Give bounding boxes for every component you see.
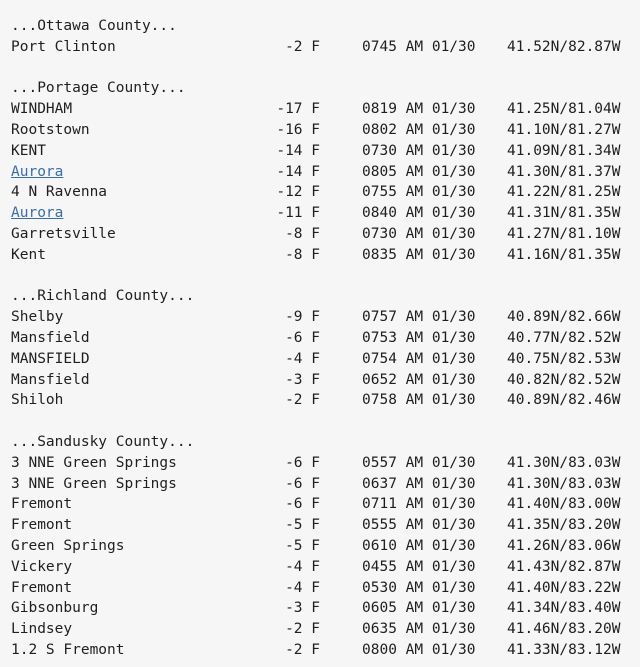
location-name: Lindsey (11, 621, 73, 638)
observation-row (0, 453, 640, 474)
observation-row (0, 120, 640, 141)
observation-time: 0819 AM 01/30 (362, 101, 476, 118)
county-header: ...Portage County... (11, 80, 186, 97)
coordinates: 41.22N/81.25W (507, 184, 621, 201)
temperature-value: -14 F (276, 163, 320, 180)
temperature-value: -5 F (285, 537, 320, 554)
location-name: Fremont (11, 517, 73, 534)
location-name: Rootstown (11, 121, 90, 138)
observation-row (0, 370, 640, 391)
temperature-value: -5 F (285, 517, 320, 534)
coordinates: 41.26N/83.06W (507, 537, 621, 554)
temperature-value: -8 F (285, 246, 320, 263)
temperature-value: -6 F (285, 475, 320, 492)
observation-time: 0610 AM 01/30 (362, 537, 476, 554)
observation-row (0, 557, 640, 578)
coordinates: 40.82N/82.52W (507, 371, 621, 388)
temperature-value: -12 F (276, 184, 320, 201)
observation-time: 0730 AM 01/30 (362, 225, 476, 242)
observation-row (0, 619, 640, 640)
coordinates: 40.89N/82.66W (507, 309, 621, 326)
observation-time: 0557 AM 01/30 (362, 454, 476, 471)
temperature-value: -2 F (285, 621, 320, 638)
blank-line (0, 58, 640, 79)
observation-time: 0753 AM 01/30 (362, 329, 476, 346)
coordinates: 41.46N/83.20W (507, 621, 621, 638)
location-name: Garretsville (11, 225, 116, 242)
observation-time: 0635 AM 01/30 (362, 621, 476, 638)
temperature-value: -9 F (285, 309, 320, 326)
location-name: 3 NNE Green Springs (11, 454, 177, 471)
coordinates: 41.10N/81.27W (507, 121, 621, 138)
temperature-value: -4 F (285, 558, 320, 575)
temperature-value: -14 F (276, 142, 320, 159)
coordinates: 41.35N/83.20W (507, 517, 621, 534)
observation-time: 0754 AM 01/30 (362, 350, 476, 367)
observation-time: 0637 AM 01/30 (362, 475, 476, 492)
temperature-value: -3 F (285, 371, 320, 388)
observation-row (0, 328, 640, 349)
observation-row (0, 474, 640, 495)
observation-time: 0758 AM 01/30 (362, 392, 476, 409)
temperature-value: -11 F (276, 205, 320, 222)
location-name: 4 N Ravenna (11, 184, 108, 201)
location-name: Mansfield (11, 329, 90, 346)
location-name: Shelby (11, 309, 64, 326)
location-name: Green Springs (11, 537, 125, 554)
observation-row (0, 99, 640, 120)
coordinates: 41.34N/83.40W (507, 600, 621, 617)
temperature-value: -2 F (285, 392, 320, 409)
location-name: Vickery (11, 558, 73, 575)
coordinates: 41.33N/83.12W (507, 641, 621, 658)
temperature-value: -3 F (285, 600, 320, 617)
location-link[interactable]: Aurora (11, 163, 64, 180)
temperature-value: -6 F (285, 496, 320, 513)
temperature-value: -6 F (285, 329, 320, 346)
location-link[interactable]: Aurora (11, 205, 64, 222)
blank-line (0, 411, 640, 432)
coordinates: 40.75N/82.53W (507, 350, 621, 367)
coordinates: 41.43N/82.87W (507, 558, 621, 575)
observation-time: 0455 AM 01/30 (362, 558, 476, 575)
location-name: Mansfield (11, 371, 90, 388)
observation-time: 0730 AM 01/30 (362, 142, 476, 159)
location-name: Fremont (11, 579, 73, 596)
observation-row (0, 578, 640, 599)
observation-row (0, 203, 640, 224)
temperature-value: -2 F (285, 38, 320, 55)
coordinates: 41.25N/81.04W (507, 101, 621, 118)
temperature-value: -17 F (276, 101, 320, 118)
observation-row (0, 182, 640, 203)
location-name: Shiloh (11, 392, 64, 409)
observation-row (0, 307, 640, 328)
coordinates: 41.31N/81.35W (507, 205, 621, 222)
location-name: WINDHAM (11, 101, 73, 118)
observation-time: 0800 AM 01/30 (362, 641, 476, 658)
observation-row (0, 349, 640, 370)
county-header: ...Richland County... (11, 288, 195, 305)
observation-time: 0555 AM 01/30 (362, 517, 476, 534)
location-name: Gibsonburg (11, 600, 99, 617)
observation-row (0, 640, 640, 661)
location-name: Fremont (11, 496, 73, 513)
observation-row (0, 224, 640, 245)
observation-time: 0802 AM 01/30 (362, 121, 476, 138)
coordinates: 41.52N/82.87W (507, 38, 621, 55)
location-name: 1.2 S Fremont (11, 641, 125, 658)
observation-row (0, 598, 640, 619)
observation-row (0, 245, 640, 266)
temperature-value: -6 F (285, 454, 320, 471)
temperature-value: -16 F (276, 121, 320, 138)
observation-time: 0805 AM 01/30 (362, 163, 476, 180)
observation-row (0, 390, 640, 411)
observation-time: 0605 AM 01/30 (362, 600, 476, 617)
blank-line (0, 266, 640, 287)
observation-time: 0757 AM 01/30 (362, 309, 476, 326)
temperature-value: -4 F (285, 579, 320, 596)
observation-time: 0835 AM 01/30 (362, 246, 476, 263)
county-header: ...Sandusky County... (11, 433, 195, 450)
temperature-value: -8 F (285, 225, 320, 242)
coordinates: 41.30N/83.03W (507, 454, 621, 471)
location-name: KENT (11, 142, 46, 159)
coordinates: 41.16N/81.35W (507, 246, 621, 263)
coordinates: 40.77N/82.52W (507, 329, 621, 346)
temperature-value: -4 F (285, 350, 320, 367)
observation-row (0, 162, 640, 183)
temperature-value: -2 F (285, 641, 320, 658)
observation-row (0, 37, 640, 58)
observation-time: 0652 AM 01/30 (362, 371, 476, 388)
location-name: 3 NNE Green Springs (11, 475, 177, 492)
observation-row (0, 141, 640, 162)
coordinates: 41.40N/83.22W (507, 579, 621, 596)
coordinates: 41.30N/81.37W (507, 163, 621, 180)
observation-time: 0745 AM 01/30 (362, 38, 476, 55)
location-name: MANSFIELD (11, 350, 90, 367)
coordinates: 41.40N/83.00W (507, 496, 621, 513)
coordinates: 41.09N/81.34W (507, 142, 621, 159)
observation-row (0, 515, 640, 536)
observation-row (0, 536, 640, 557)
observation-row (0, 494, 640, 515)
coordinates: 41.27N/81.10W (507, 225, 621, 242)
location-name: Kent (11, 246, 46, 263)
location-name: Port Clinton (11, 38, 116, 55)
observation-time: 0755 AM 01/30 (362, 184, 476, 201)
coordinates: 41.30N/83.03W (507, 475, 621, 492)
observation-time: 0840 AM 01/30 (362, 205, 476, 222)
coordinates: 40.89N/82.46W (507, 392, 621, 409)
observation-time: 0711 AM 01/30 (362, 496, 476, 513)
observation-time: 0530 AM 01/30 (362, 579, 476, 596)
county-header: ...Ottawa County... (11, 18, 177, 34)
